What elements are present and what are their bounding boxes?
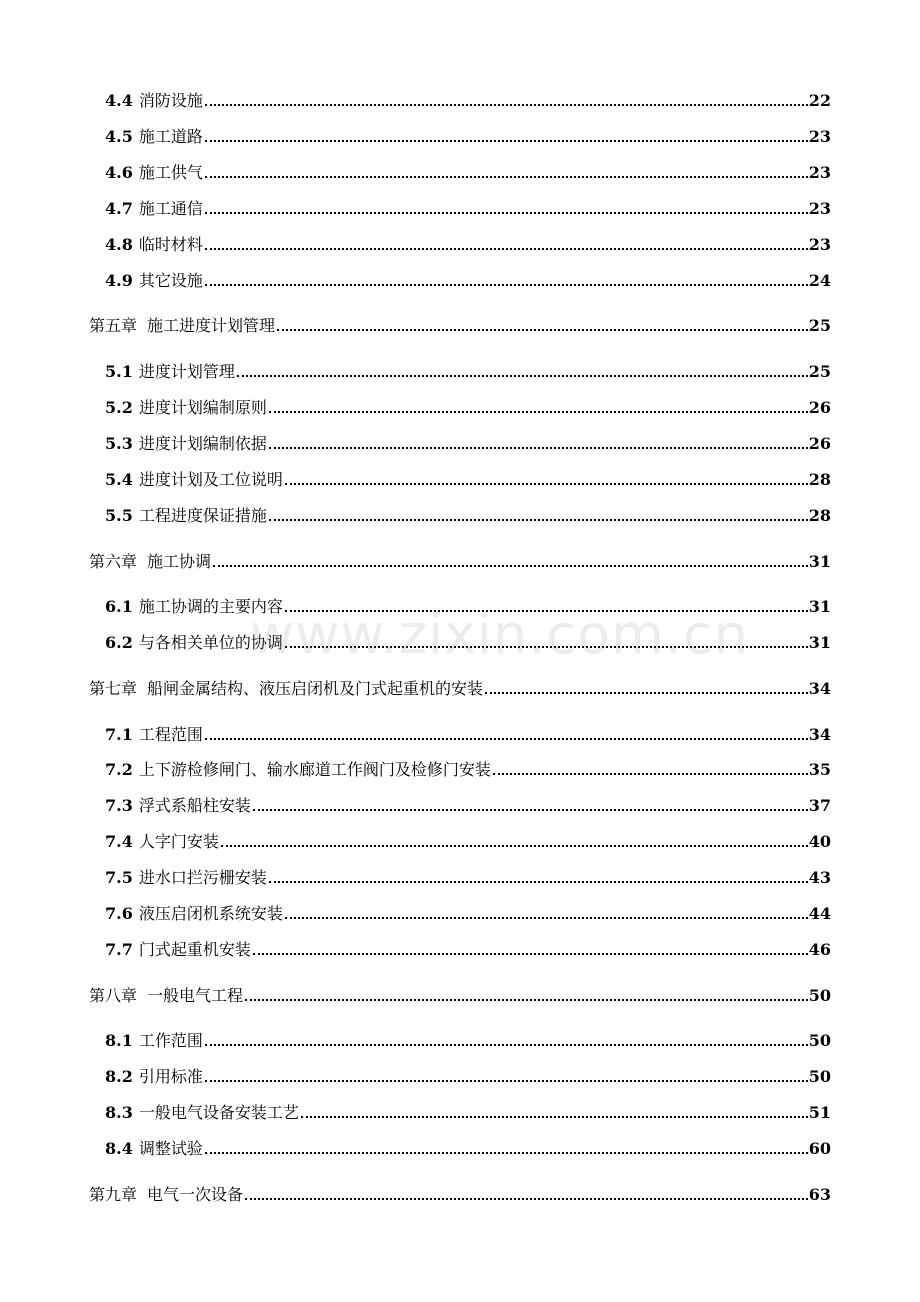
dot-leader — [205, 248, 808, 250]
dot-leader — [285, 646, 808, 648]
toc-entry[interactable] — [105, 723, 831, 745]
toc-entry-title: 施工通信 — [138, 199, 203, 218]
toc-entry-page: 60 — [808, 1139, 831, 1158]
dot-leader — [205, 104, 808, 106]
toc-entry-title: 门式起重机安装 — [138, 940, 251, 959]
toc-entry-page: 46 — [808, 940, 831, 959]
toc-entry-number: 6.1 — [105, 597, 133, 616]
toc-entry-number: 6.2 — [105, 633, 133, 652]
toc-entry-page: 50 — [808, 986, 831, 1005]
toc-entry-number: 4.5 — [105, 127, 133, 146]
toc-entry-page: 35 — [808, 760, 831, 779]
toc-entry-page: 25 — [808, 362, 831, 381]
toc-chapter-number: 第五章 — [89, 316, 138, 335]
toc-chapter-title: 施工协调 — [147, 552, 212, 571]
toc-entry-title: 引用标准 — [138, 1067, 203, 1086]
toc-entry-page: 25 — [808, 316, 831, 335]
toc-entry-title: 进水口拦污栅安装 — [138, 868, 267, 887]
toc-entry[interactable] — [105, 396, 831, 418]
toc-entry-number: 8.2 — [105, 1067, 133, 1086]
toc-entry[interactable] — [105, 866, 831, 888]
toc-entry-number: 7.7 — [105, 940, 133, 959]
toc-chapter-entry[interactable] — [89, 1183, 831, 1205]
toc-entry-title: 进度计划编制原则 — [138, 398, 267, 417]
dot-leader — [213, 565, 808, 567]
toc-entry-title: 调整试验 — [138, 1139, 203, 1158]
toc-entry-number: 5.4 — [105, 470, 133, 489]
dot-leader — [493, 773, 808, 775]
toc-entry-number: 4.6 — [105, 163, 133, 182]
toc-chapter-entry[interactable] — [89, 677, 831, 699]
toc-entry[interactable] — [105, 1101, 831, 1123]
toc-entry[interactable] — [105, 595, 831, 617]
dot-leader — [253, 953, 808, 955]
toc-entry[interactable] — [105, 161, 831, 183]
toc-chapter-number: 第六章 — [89, 552, 138, 571]
toc-entry-number: 7.6 — [105, 904, 133, 923]
toc-entry[interactable] — [105, 504, 831, 526]
toc-entry[interactable] — [105, 1065, 831, 1087]
toc-chapter-number: 第九章 — [89, 1185, 138, 1204]
toc-entry-number: 4.8 — [105, 235, 133, 254]
toc-entry-number: 7.3 — [105, 796, 133, 815]
dot-leader — [205, 1080, 808, 1082]
toc-entry-title: 工作范围 — [138, 1031, 203, 1050]
toc-entry-page: 40 — [808, 832, 831, 851]
toc-entry-number: 7.4 — [105, 832, 133, 851]
toc-entry-page: 28 — [808, 506, 831, 525]
toc-entry[interactable] — [105, 360, 831, 382]
toc-entry-title: 临时材料 — [138, 235, 203, 254]
toc-chapter-entry[interactable] — [89, 984, 831, 1006]
toc-entry-title: 工程范围 — [138, 725, 203, 744]
toc-entry-page: 31 — [808, 597, 831, 616]
toc-entry-number: 7.1 — [105, 725, 133, 744]
dot-leader — [269, 411, 808, 413]
toc-chapter-title: 船闸金属结构、液压启闭机及门式起重机的安装 — [147, 679, 484, 698]
toc-entry[interactable] — [105, 758, 831, 780]
toc-entry-title: 液压启闭机系统安装 — [138, 904, 283, 923]
toc-entry-title: 上下游检修闸门、输水廊道工作阀门及检修门安装 — [138, 760, 491, 779]
dot-leader — [205, 284, 808, 286]
dot-leader — [269, 519, 808, 521]
toc-entry-page: 50 — [808, 1067, 831, 1086]
toc-entry-number: 8.4 — [105, 1139, 133, 1158]
toc-entry[interactable] — [105, 125, 831, 147]
toc-entry-title: 进度计划管理 — [138, 362, 235, 381]
toc-entry[interactable] — [105, 830, 831, 852]
toc-entry-page: 24 — [808, 271, 831, 290]
toc-entry-title: 工程进度保证措施 — [138, 506, 267, 525]
toc-entry-title: 进度计划及工位说明 — [138, 470, 283, 489]
toc-chapter-entry[interactable] — [89, 550, 831, 572]
toc-entry-page: 23 — [808, 199, 831, 218]
dot-leader — [285, 483, 808, 485]
toc-entry-page: 50 — [808, 1031, 831, 1050]
toc-entry-page: 43 — [808, 868, 831, 887]
dot-leader — [285, 917, 808, 919]
toc-entry-page: 22 — [808, 91, 831, 110]
toc-chapter-title: 电气一次设备 — [147, 1185, 244, 1204]
toc-entry[interactable] — [105, 468, 831, 490]
toc-entry-page: 23 — [808, 163, 831, 182]
toc-entry-title: 与各相关单位的协调 — [138, 633, 283, 652]
toc-entry[interactable] — [105, 938, 831, 960]
toc-entry-number: 7.2 — [105, 760, 133, 779]
toc-entry[interactable] — [105, 197, 831, 219]
toc-entry-title: 浮式系船柱安装 — [138, 796, 251, 815]
toc-chapter-entry[interactable] — [89, 314, 831, 336]
dot-leader — [205, 1152, 808, 1154]
toc-entry-title: 施工道路 — [138, 127, 203, 146]
dot-leader — [205, 176, 808, 178]
toc-entry-title: 消防设施 — [138, 91, 203, 110]
toc-entry-page: 37 — [808, 796, 831, 815]
toc-chapter-number: 第八章 — [89, 986, 138, 1005]
dot-leader — [205, 738, 808, 740]
toc-chapter-title: 一般电气工程 — [147, 986, 244, 1005]
dot-leader — [205, 140, 808, 142]
dot-leader — [221, 845, 808, 847]
toc-entry-title: 其它设施 — [138, 271, 203, 290]
toc-entry[interactable] — [105, 902, 831, 924]
toc-entry[interactable] — [105, 89, 831, 111]
toc-entry-page: 26 — [808, 434, 831, 453]
toc-entry[interactable] — [105, 432, 831, 454]
toc-entry-number: 5.3 — [105, 434, 133, 453]
dot-leader — [237, 375, 808, 377]
toc-entry-page: 51 — [808, 1103, 831, 1122]
dot-leader — [205, 212, 808, 214]
toc-entry[interactable] — [105, 1137, 831, 1159]
toc-entry-title: 人字门安装 — [138, 832, 219, 851]
dot-leader — [245, 999, 808, 1001]
toc-entry-number: 5.5 — [105, 506, 133, 525]
toc-chapter-number: 第七章 — [89, 679, 138, 698]
dot-leader — [277, 329, 808, 331]
toc-entry-number: 4.7 — [105, 199, 133, 218]
toc-chapter-title: 施工进度计划管理 — [147, 316, 276, 335]
toc-entry-page: 23 — [808, 127, 831, 146]
toc-entry-page: 31 — [808, 552, 831, 571]
dot-leader — [285, 610, 808, 612]
toc-entry-page: 34 — [808, 679, 831, 698]
toc-entry-title: 施工协调的主要内容 — [138, 597, 283, 616]
toc-entry-page: 31 — [808, 633, 831, 652]
dot-leader — [245, 1198, 808, 1200]
toc-entry-page: 44 — [808, 904, 831, 923]
toc-entry[interactable] — [105, 233, 831, 255]
toc-entry-number: 5.1 — [105, 362, 133, 381]
toc-entry-page: 26 — [808, 398, 831, 417]
toc-entry-number: 7.5 — [105, 868, 133, 887]
toc-entry-title: 一般电气设备安装工艺 — [138, 1103, 299, 1122]
toc-entry[interactable] — [105, 269, 831, 291]
toc-entry-title: 施工供气 — [138, 163, 203, 182]
toc-entry-number: 4.4 — [105, 91, 133, 110]
toc-entry-page: 34 — [808, 725, 831, 744]
watermark-text: www.zixin.com.cn — [250, 603, 749, 666]
toc-entry-number: 8.1 — [105, 1031, 133, 1050]
toc-entry-number: 5.2 — [105, 398, 133, 417]
dot-leader — [253, 809, 808, 811]
toc-entry-number: 8.3 — [105, 1103, 133, 1122]
toc-entry-page: 63 — [808, 1185, 831, 1204]
toc-entry[interactable] — [105, 794, 831, 816]
dot-leader — [269, 881, 808, 883]
dot-leader — [301, 1116, 808, 1118]
toc-entry-page: 28 — [808, 470, 831, 489]
toc-entry[interactable] — [105, 1029, 831, 1051]
toc-entry[interactable] — [105, 631, 831, 653]
dot-leader — [485, 692, 808, 694]
dot-leader — [269, 447, 808, 449]
toc-entry-number: 4.9 — [105, 271, 133, 290]
toc-entry-page: 23 — [808, 235, 831, 254]
dot-leader — [205, 1044, 808, 1046]
toc-entry-title: 进度计划编制依据 — [138, 434, 267, 453]
